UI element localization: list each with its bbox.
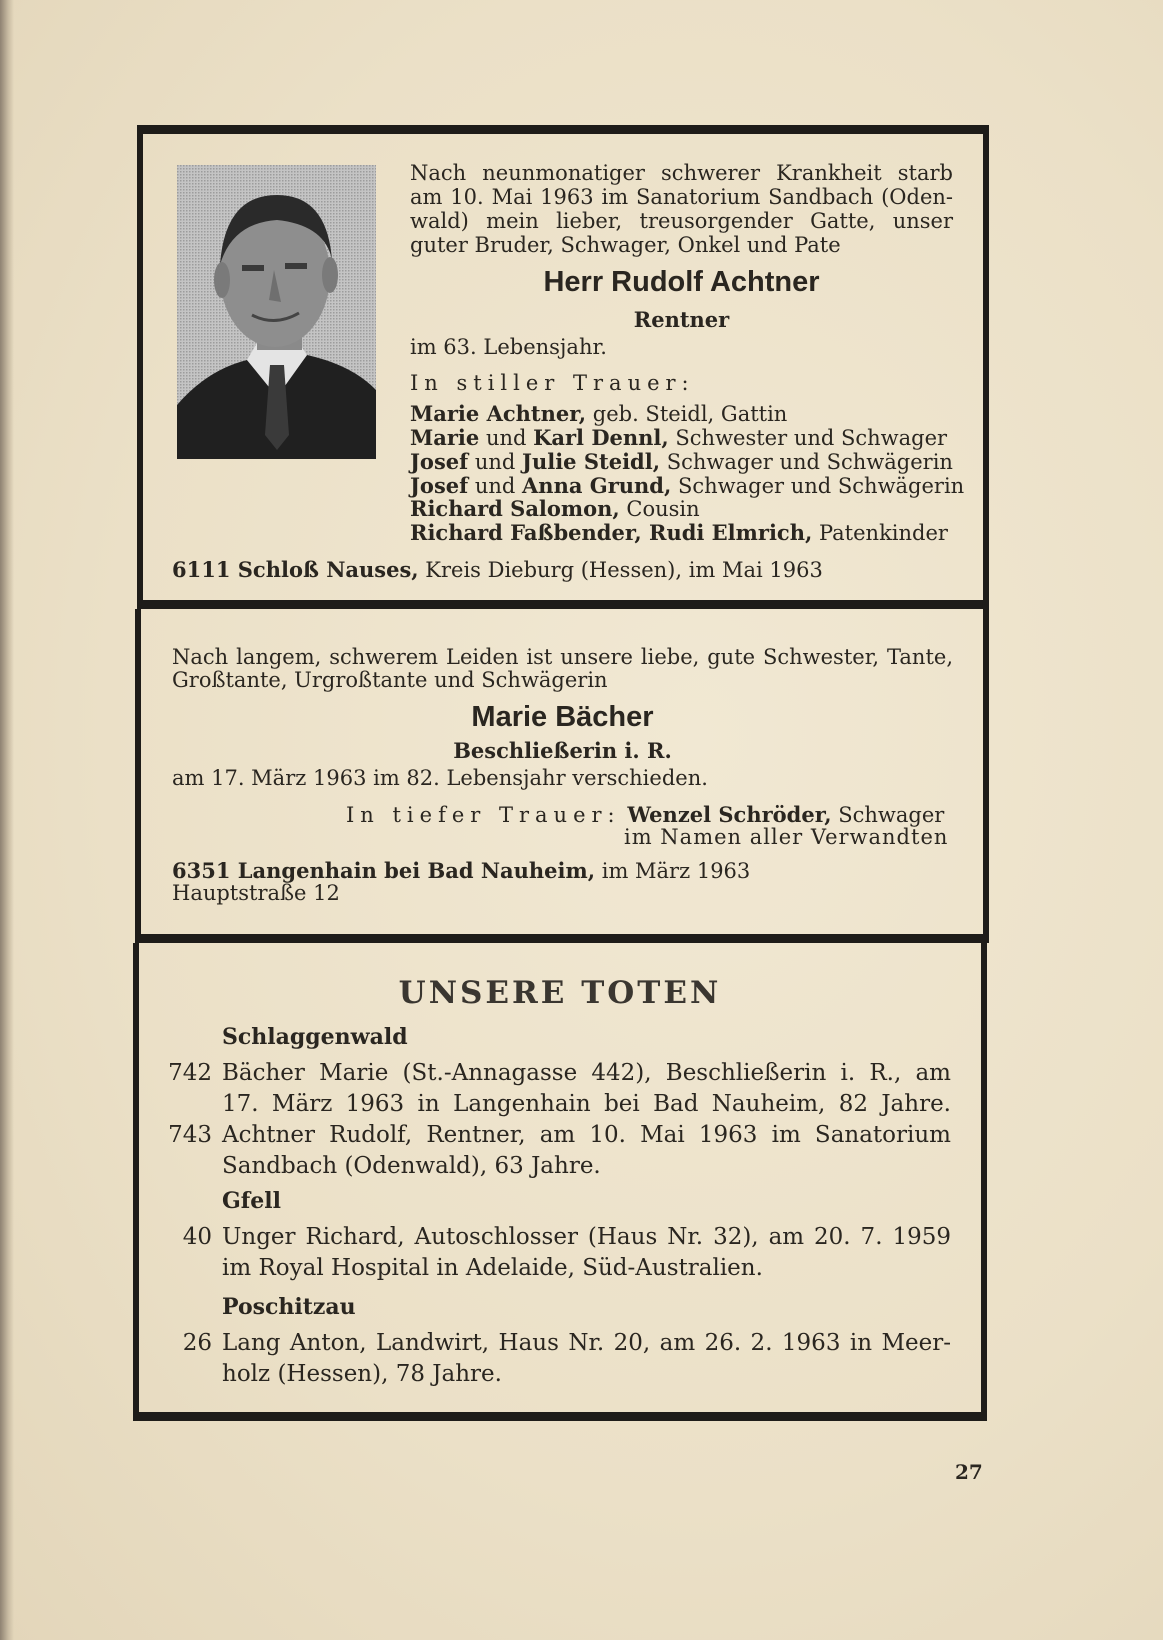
mourner-name: Karl Dennl, xyxy=(533,425,669,450)
notice2-date-line: am 17. März 1963 im 82. Lebensjahr verschieden. xyxy=(172,766,708,790)
mourner-line xyxy=(410,497,700,521)
mourner-line xyxy=(410,426,947,450)
notice2-street: Hauptstraße 12 xyxy=(172,881,340,905)
deaths-bottom-rule xyxy=(133,1412,987,1421)
notice1-age: im 63. Lebensjahr. xyxy=(410,335,607,359)
notice2-place-date: im März 1963 xyxy=(595,859,751,883)
notice2-intro-line-2: Großtante, Urgroßtante und Schwägerin xyxy=(172,668,608,692)
mourner-relation: geb. Steidl, Gattin xyxy=(586,402,788,426)
mourner-name: Josef xyxy=(410,473,469,498)
notice2-bottom-rule xyxy=(135,934,989,943)
notice1-mourning-label: In stiller Trauer: xyxy=(410,371,695,395)
mourner-name: Richard Salomon, xyxy=(410,496,620,521)
entry-line: Sandbach (Odenwald), 63 Jahre. xyxy=(222,1153,601,1179)
entry-line: Achtner Rudolf, Rentner, am 10. Mai 1963 im Sanatorium xyxy=(222,1122,951,1148)
entry-number: 742 xyxy=(168,1060,212,1086)
section-location: Schlaggenwald xyxy=(222,1024,408,1050)
entry-line: Unger Richard, Autoschlosser (Haus Nr. 32), am 20. 7. 1959 xyxy=(222,1224,951,1250)
mourner-name: Marie Achtner, xyxy=(410,401,587,426)
notice2-mourner-name: Wenzel Schröder, xyxy=(627,802,832,827)
notice2-deceased-title: Beschließerin i. R. xyxy=(453,738,672,763)
notice2-deceased-name: Marie Bächer xyxy=(471,701,654,733)
entry-line: holz (Hessen), 78 Jahre. xyxy=(222,1361,502,1387)
notice1-intro-line-1: Nach neunmonatiger schwerer Krankheit starb xyxy=(410,161,953,185)
notice1-intro-line-2: am 10. Mai 1963 im Sanatorium Sandbach (Oden- xyxy=(410,185,953,209)
entry-line: Bächer Marie (St.-Annagasse 442), Beschließerin i. R., am xyxy=(222,1060,951,1086)
notice1-deceased-title: Rentner xyxy=(633,307,730,332)
mourner-name: Richard Faßbender, Rudi Elmrich, xyxy=(410,520,813,545)
entry-number: 26 xyxy=(182,1330,212,1356)
mourner-name: Josef xyxy=(410,449,469,474)
mourner-name: Marie xyxy=(410,425,480,450)
portrait-image xyxy=(177,165,376,459)
portrait-photo xyxy=(177,165,376,459)
mourner-conjunction: und xyxy=(468,450,523,474)
notice2-place-line xyxy=(172,859,750,883)
notice2-mourner-line-2: im Namen aller Verwandten xyxy=(624,825,949,849)
mourner-relation: Schwager und Schwägerin xyxy=(660,450,953,474)
mourner-line xyxy=(410,402,787,426)
section-location: Gfell xyxy=(222,1188,281,1214)
mourner-relation: Schwager und Schwägerin xyxy=(671,474,965,498)
notice1-intro-line-4: guter Bruder, Schwager, Onkel und Pate xyxy=(410,233,841,257)
mourner-conjunction: und xyxy=(479,426,534,450)
notice2-mourning-line xyxy=(346,803,944,827)
deaths-heading: UNSERE TOTEN xyxy=(398,975,722,1011)
entry-line: Lang Anton, Landwirt, Haus Nr. 20, am 26. 2. 1963 in Meer- xyxy=(222,1330,951,1356)
notice1-place-date: Kreis Dieburg (Hessen), im Mai 1963 xyxy=(418,558,823,582)
mourner-line xyxy=(410,521,948,545)
entry-number: 40 xyxy=(182,1224,212,1250)
mourner-conjunction: und xyxy=(468,474,523,498)
mourner-relation: Patenkinder xyxy=(812,521,948,545)
book-spine-shadow xyxy=(0,0,14,1640)
entry-line: 17. März 1963 in Langenhain bei Bad Nauheim, 82 Jahre. xyxy=(222,1091,951,1117)
section-location: Poschitzau xyxy=(222,1294,356,1320)
page-number: 27 xyxy=(955,1460,983,1484)
entry-line: im Royal Hospital in Adelaide, Süd-Australien. xyxy=(222,1255,763,1281)
entry-number: 743 xyxy=(168,1122,212,1148)
mourner-line xyxy=(410,450,953,474)
notice1-intro-line-3: wald) mein lieber, treusorgender Gatte, unser xyxy=(410,209,953,233)
notice1-deceased-name: Herr Rudolf Achtner xyxy=(543,266,820,298)
notice1-bottom-rule xyxy=(137,600,989,609)
notice1-place: 6111 Schloß Nauses, xyxy=(172,557,419,582)
mourner-name: Julie Steidl, xyxy=(522,449,661,474)
mourner-line xyxy=(410,474,964,498)
mourner-relation: Cousin xyxy=(619,497,700,521)
notice2-mourner-relation: Schwager xyxy=(831,803,945,827)
notice2-intro-line-1: Nach langem, schwerem Leiden ist unsere liebe, gute Schwester, Tante, xyxy=(172,645,953,669)
notice2-mourning-label: In tiefer Trauer: xyxy=(346,803,621,827)
notice2-place: 6351 Langenhain bei Bad Nauheim, xyxy=(172,858,596,883)
notice1-place-line xyxy=(172,558,823,582)
mourner-name: Anna Grund, xyxy=(522,473,672,498)
mourner-relation: Schwester und Schwager xyxy=(668,426,948,450)
